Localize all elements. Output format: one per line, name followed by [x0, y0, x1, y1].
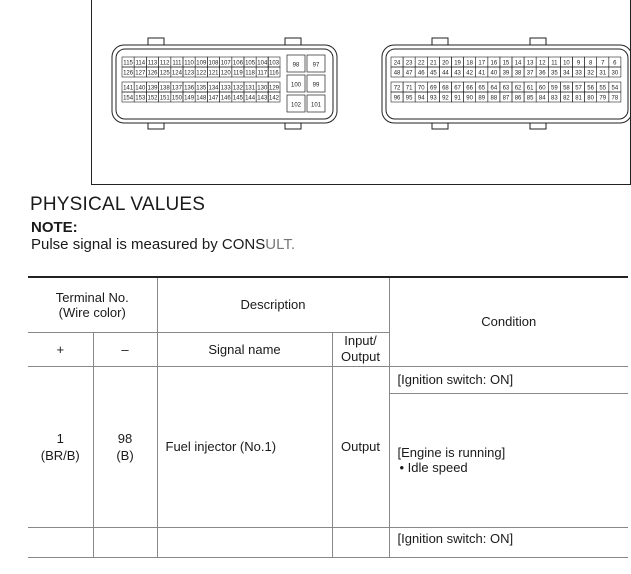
- pin-number: 17: [478, 60, 486, 67]
- pin-number: 122: [196, 70, 207, 77]
- pin-number: 45: [430, 70, 437, 77]
- note-label: NOTE:: [31, 219, 78, 236]
- pin-number: 55: [599, 85, 607, 92]
- header-input-output: Input/ Output: [332, 332, 389, 366]
- pin-number: 10: [563, 60, 570, 67]
- pin-number: 96: [393, 95, 401, 102]
- pin-number: 132: [232, 85, 243, 92]
- pin-number: 35: [551, 70, 558, 77]
- pin-number: 16: [490, 60, 498, 67]
- pin-number: 139: [147, 85, 158, 92]
- pin-number: 44: [442, 70, 449, 77]
- pin-number: 153: [135, 95, 146, 102]
- pin-number: 140: [135, 85, 146, 92]
- pin-number: 41: [478, 70, 486, 77]
- pin-number: 97: [312, 62, 320, 69]
- pin-number: 57: [575, 85, 582, 92]
- pin-number: 21: [430, 60, 437, 67]
- note-text: [31, 236, 295, 253]
- pin-number: 46: [417, 70, 425, 77]
- pin-number: 54: [611, 85, 619, 92]
- pin-number: 127: [135, 70, 146, 77]
- pin-number: 103: [268, 60, 280, 67]
- row1-condition-2: [389, 393, 628, 527]
- pin-number: 56: [587, 85, 594, 92]
- pin-number: 116: [269, 70, 279, 77]
- pin-number: 39: [502, 70, 510, 77]
- pin-number: 130: [257, 85, 268, 92]
- pin-number: 146: [220, 95, 231, 102]
- pin-number: 112: [159, 60, 170, 67]
- pin-number: 24: [393, 60, 401, 67]
- pin-number: 23: [405, 60, 413, 67]
- pin-number: 90: [466, 95, 473, 102]
- pin-number: 138: [159, 85, 170, 92]
- connector-inner-shell: [386, 49, 628, 119]
- pin-number: 36: [538, 70, 546, 77]
- pin-number: 37: [526, 70, 534, 77]
- pin-number: 65: [478, 85, 486, 92]
- pin-number: 135: [196, 85, 207, 92]
- pin-number: 119: [233, 70, 243, 77]
- pin-number: 20: [442, 60, 449, 67]
- pin-number: 59: [551, 85, 558, 92]
- pin-number: 102: [290, 102, 302, 109]
- pin-number: 58: [563, 85, 570, 92]
- pin-number: 79: [599, 95, 607, 102]
- pin-number: 134: [208, 85, 219, 92]
- pin-number: 7: [601, 60, 605, 67]
- pin-number: 61: [526, 85, 534, 92]
- pin-number: 137: [171, 85, 182, 92]
- pin-number: 133: [220, 85, 231, 92]
- row2-condition-1: [Ignition switch: ON]: [389, 527, 628, 557]
- pin-number: 126: [123, 70, 134, 77]
- pin-number: 109: [196, 60, 207, 67]
- pin-number: 98: [292, 62, 300, 69]
- pin-number: 72: [393, 85, 401, 92]
- row1-condition-2-bullet: • Idle speed: [399, 460, 468, 475]
- pin-number: 87: [502, 95, 510, 102]
- pin-number: 30: [611, 70, 619, 77]
- pin-number: 18: [466, 60, 473, 67]
- connector-tab: [148, 38, 164, 45]
- pin-number: 71: [405, 85, 413, 92]
- header-plus: +: [28, 332, 93, 366]
- pin-number: 105: [245, 60, 256, 67]
- pin-number: 78: [611, 95, 619, 102]
- row2-minus: [93, 527, 157, 557]
- pin-number: 68: [442, 85, 449, 92]
- pin-number: 48: [393, 70, 401, 77]
- pin-number: 107: [220, 60, 231, 67]
- connector-tab: [148, 123, 164, 129]
- pin-number: 91: [454, 95, 461, 102]
- pin-number: 15: [502, 60, 510, 67]
- pin-number: 63: [502, 85, 510, 92]
- pin-number: 81: [575, 95, 582, 102]
- pin-number: 86: [514, 95, 522, 102]
- pin-number: 14: [514, 60, 522, 67]
- pin-number: 115: [123, 60, 133, 67]
- row1-io: Output: [332, 366, 389, 527]
- pin-number: 129: [268, 85, 280, 92]
- pin-number: 89: [478, 95, 486, 102]
- header-minus: –: [93, 332, 157, 366]
- pin-number: 151: [159, 95, 170, 102]
- pin-number: 106: [232, 60, 243, 67]
- pin-number: 88: [490, 95, 498, 102]
- connector-diagram: [0, 0, 619, 190]
- pin-number: 154: [123, 95, 134, 102]
- pin-number: 125: [159, 70, 170, 77]
- pin-number: 6: [613, 60, 617, 67]
- pin-number: 80: [587, 95, 594, 102]
- pin-number: 11: [551, 60, 558, 67]
- section-heading: PHYSICAL VALUES: [30, 194, 206, 215]
- pin-number: 150: [171, 95, 182, 102]
- pin-number: 43: [454, 70, 461, 77]
- pin-number: 104: [257, 60, 268, 67]
- note-text-faded: ULT.: [265, 236, 295, 253]
- pin-number: 121: [208, 70, 219, 77]
- pin-number: 117: [257, 70, 268, 77]
- pin-number: 47: [405, 70, 413, 77]
- pin-number: 120: [220, 70, 231, 77]
- row2-plus: [28, 527, 93, 557]
- pin-number: 38: [514, 70, 522, 77]
- pin-number: 9: [576, 60, 581, 67]
- pin-number: 60: [538, 85, 546, 92]
- pin-number: 64: [490, 85, 498, 92]
- row1-condition-1: [Ignition switch: ON]: [389, 366, 628, 393]
- pin-number: 147: [208, 95, 219, 102]
- pin-number: 13: [526, 60, 534, 67]
- pin-number: 142: [268, 95, 280, 102]
- pin-number: 126: [147, 70, 158, 77]
- pin-number: 22: [417, 60, 425, 67]
- pin-number: 113: [147, 60, 158, 67]
- pin-number: 124: [171, 70, 182, 77]
- row1-signal-name: Fuel injector (No.1): [157, 366, 332, 527]
- pin-number: 12: [538, 60, 546, 67]
- pin-number: 99: [312, 82, 320, 89]
- pin-number: 114: [135, 60, 146, 67]
- pin-number: 100: [290, 82, 302, 89]
- pin-number: 85: [526, 95, 534, 102]
- row2-io: [332, 527, 389, 557]
- pin-number: 131: [245, 85, 256, 92]
- pin-number: 34: [563, 70, 570, 77]
- connector-tab: [432, 38, 448, 45]
- row1-plus: 1 (BR/B): [28, 366, 93, 527]
- pin-number: 101: [310, 102, 322, 109]
- pin-number: 145: [232, 95, 243, 102]
- row2-signal-name: [157, 527, 332, 557]
- pin-number: 149: [184, 95, 195, 102]
- pin-number: 33: [575, 70, 582, 77]
- pin-number: 110: [184, 60, 194, 67]
- note-text-main: Pulse signal is measured by CONS: [31, 236, 266, 253]
- connector-tab: [530, 123, 546, 129]
- pin-number: 94: [417, 95, 425, 102]
- pin-number: 70: [417, 85, 425, 92]
- pin-number: 144: [245, 95, 256, 102]
- pin-number: 67: [454, 85, 461, 92]
- pin-number: 69: [430, 85, 437, 92]
- left-connector: [112, 38, 337, 129]
- pin-number: 40: [490, 70, 498, 77]
- pin-number: 84: [538, 95, 546, 102]
- pin-number: 19: [454, 60, 461, 67]
- connector-tab: [285, 123, 301, 129]
- connector-tab: [285, 38, 301, 45]
- connector-tab: [432, 123, 448, 129]
- pin-number: 123: [184, 70, 195, 77]
- pin-number: 8: [588, 60, 593, 67]
- pin-number: 118: [245, 70, 255, 77]
- pin-number: 108: [208, 60, 219, 67]
- pin-number: 66: [466, 85, 473, 92]
- header-condition: Condition: [389, 277, 628, 366]
- pin-number: 136: [184, 85, 195, 92]
- pin-number: 83: [551, 95, 558, 102]
- connector-tab: [530, 38, 546, 45]
- pin-number: 148: [196, 95, 207, 102]
- pin-number: 62: [514, 85, 522, 92]
- pin-number: 143: [257, 95, 268, 102]
- right-connector: [382, 38, 631, 129]
- pin-number: 152: [147, 95, 158, 102]
- row1-minus: 98 (B): [93, 366, 157, 527]
- pin-number: 111: [172, 60, 182, 67]
- pin-number: 93: [430, 95, 437, 102]
- pin-number: 82: [563, 95, 570, 102]
- pin-number: 141: [123, 85, 134, 92]
- pin-number: 92: [442, 95, 449, 102]
- pin-number: 42: [466, 70, 473, 77]
- header-signal-name: Signal name: [157, 332, 332, 366]
- header-terminal: Terminal No. (Wire color): [28, 277, 157, 332]
- pin-number: 31: [599, 70, 607, 77]
- row1-condition-2-title: [Engine is running]: [397, 445, 506, 460]
- physical-values-table: [28, 276, 628, 558]
- header-description: Description: [157, 277, 389, 332]
- pin-number: 95: [405, 95, 413, 102]
- pin-number: 32: [587, 70, 594, 77]
